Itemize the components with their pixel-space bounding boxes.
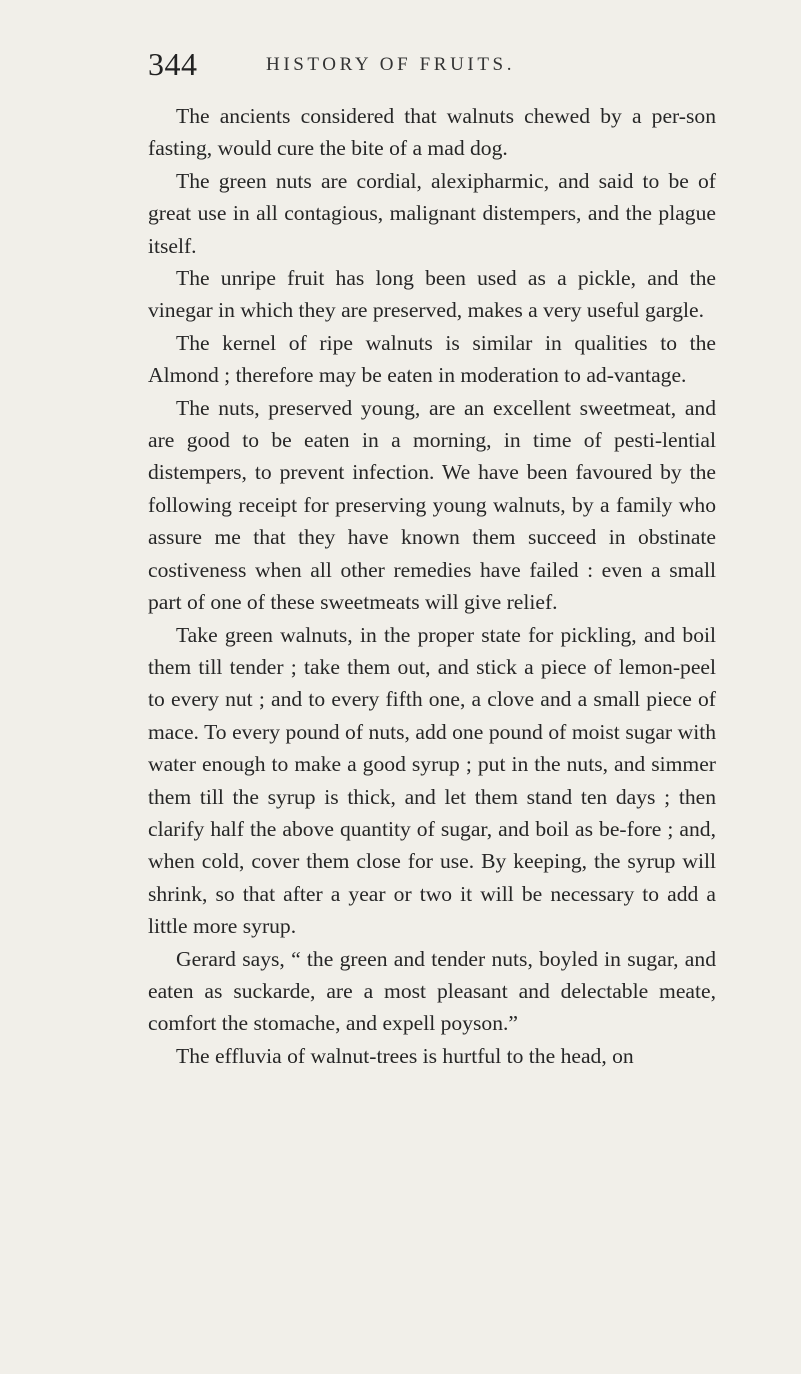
running-head: HISTORY OF FRUITS.: [266, 54, 516, 75]
page-number: 344: [148, 46, 198, 82]
paragraph-ancients: The ancients considered that walnuts chewed by a per-son fasting, would cure the bite of a mad dog.: [148, 104, 716, 161]
paragraph-recipe: Take green walnuts, in the proper state for pickling, and boil them till tender ; take them out, and stick a piece of lemon-peel to every nut ; and to every fifth one, a clove and a small piece of mace. To every pound of nuts, add one pound of moist sugar with water enough to make a good syrup ; put in the nuts, and simmer them till the syrup is thick, and let them stand ten days ; then clarify half the above quantity of sugar, and boil as be-fore ; and, when cold, cover them close for use. By keeping, the syrup will shrink, so that after a year or two it will be necessary to add a little more syrup.: [148, 622, 716, 939]
paragraph-green-nuts: The green nuts are cordial, alexipharmic, and said to be of great use in all contagious, malignant distempers, and the plague itself.: [148, 168, 716, 258]
page-header: [148, 46, 708, 86]
body-text: [148, 100, 716, 1072]
paragraph-gerard-quote: Gerard says, “ the green and tender nuts, boyled in sugar, and eaten as suckarde, are a most pleasant and delectable meate, comfort the stomache, and expell poyson.”: [148, 946, 716, 1036]
paragraph-unripe-fruit: The unripe fruit has long been used as a pickle, and the vinegar in which they are preserved, makes a very useful gargle.: [148, 266, 716, 323]
paragraph-effluvia: The effluvia of walnut-trees is hurtful to the head, on: [176, 1043, 634, 1068]
paragraph-preserved-nuts: The nuts, preserved young, are an excellent sweetmeat, and are good to be eaten in a morning, in time of pesti-lential distempers, to prevent infection. We have been favoured by the following receipt for preserving young walnuts, by a family who assure me that they have known them succeed in obstinate costiveness when all other remedies have failed : even a small part of one of these sweetmeats will give relief.: [148, 395, 716, 615]
paragraph-kernel: The kernel of ripe walnuts is similar in qualities to the Almond ; therefore may be eaten in moderation to ad-vantage.: [148, 330, 716, 388]
